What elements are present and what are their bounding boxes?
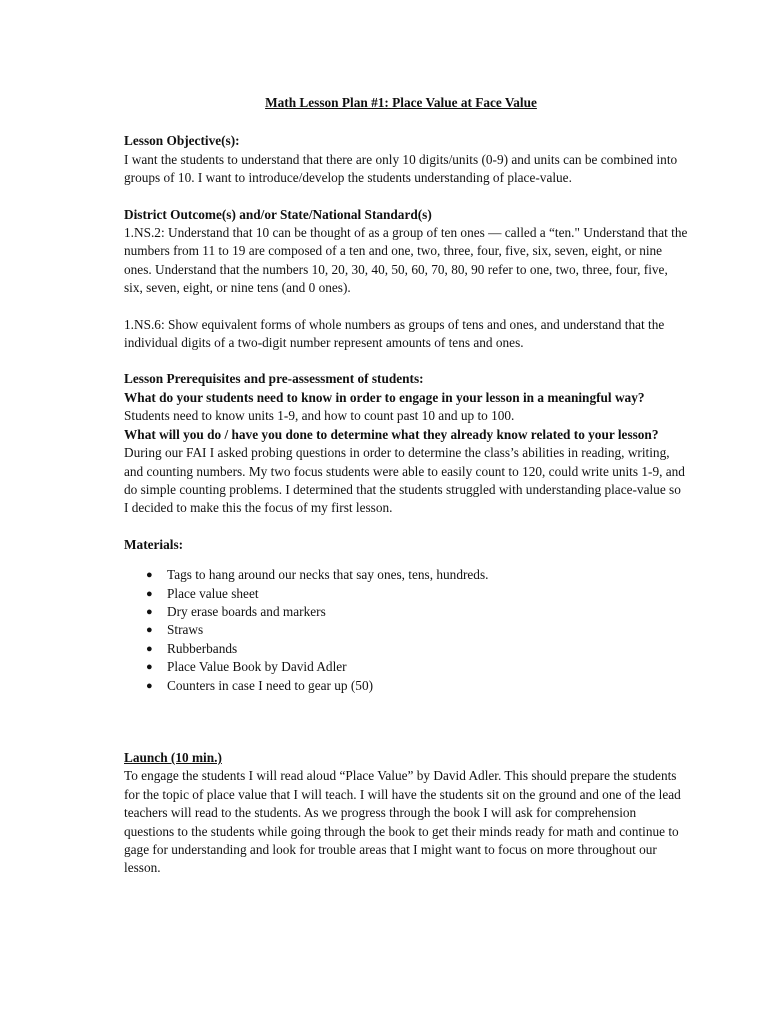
prerequisite-question-1-paragraph: [124, 389, 688, 426]
material-item: Place value sheet: [167, 585, 259, 601]
material-item: Straws: [167, 622, 204, 638]
objective-heading: Lesson Objective(s):: [124, 133, 240, 149]
list-item: [146, 621, 688, 639]
prerequisite-question-2-paragraph: [124, 426, 688, 518]
standards-section: [124, 206, 688, 298]
bullet-icon: ●: [146, 569, 153, 582]
materials-list: [124, 566, 688, 695]
list-item: [146, 603, 688, 621]
prerequisites-section: [124, 370, 688, 517]
launch-heading: Launch (10 min.): [124, 749, 222, 765]
bullet-icon: ●: [146, 605, 153, 618]
objective-section: [124, 132, 688, 187]
bullet-icon: ●: [146, 679, 153, 692]
material-item: Place Value Book by David Adler: [167, 659, 347, 675]
list-item: [146, 566, 688, 584]
bullet-icon: ●: [146, 642, 153, 655]
standard-1ns6: 1.NS.6: Show equivalent forms of whole numbers as groups of tens and ones, and understand that the individual digits of a two-digit number represent amounts of tens and ones.: [124, 316, 665, 351]
standard-1ns2: 1.NS.2: Understand that 10 can be thought of as a group of ten ones — called a “ten." Understand that the numbers from 11 to 19 are composed of a ten and one, two, three, four, five, six, seven, eight, or nine ones. Understand that the numbers 10, 20, 30, 40, 50, 60, 70, 80, 90 refer to one, two, three, four, five, six, seven, eight, or nine tens (and 0 ones).: [124, 225, 688, 296]
prerequisite-question-1: What do your students need to know in order to engage in your lesson in a meaningful way?: [124, 389, 645, 405]
list-item: [146, 677, 688, 695]
material-item: Rubberbands: [167, 640, 238, 656]
prerequisite-question-2: What will you do / have you done to determine what they already know related to your lesson?: [124, 426, 659, 442]
material-item: Dry erase boards and markers: [167, 603, 326, 619]
materials-section: [124, 536, 688, 695]
launch-section: [124, 749, 688, 878]
bullet-icon: ●: [146, 624, 153, 637]
objective-text: I want the students to understand that there are only 10 digits/units (0-9) and units can be combined into groups of 10. I want to introduce/develop the students understanding of place-value.: [124, 151, 678, 186]
standards-heading: District Outcome(s) and/or State/National Standard(s): [124, 206, 432, 222]
list-item: [146, 640, 688, 658]
launch-text: To engage the students I will read aloud “Place Value” by David Adler. This should prepare the students for the topic of place value that I will teach. I will have the students sit on the ground and one of the lead teachers will read to the students. As we progress through the book I will ask for comprehension questions to the students while going through the book to get their minds ready for math and continue to gage for understanding and look for trouble areas that I might want to focus on more throughout our lesson.: [124, 768, 681, 876]
list-item: [146, 658, 688, 676]
prerequisites-heading: Lesson Prerequisites and pre-assessment of students:: [124, 371, 424, 387]
material-item: Counters in case I need to gear up (50): [167, 677, 374, 693]
prerequisite-answer-1: Students need to know units 1-9, and how to count past 10 and up to 100.: [124, 408, 515, 424]
bullet-icon: ●: [146, 587, 153, 600]
prerequisite-answer-2: During our FAI I asked probing questions in order to determine the class’s abilities in reading, writing, and counting numbers. My two focus students were able to easily count to 120, could write units 1-9, and do simple counting problems. I determined that the students struggled with understanding place-value so I decided to make this the focus of my first lesson.: [124, 445, 685, 516]
list-item: [146, 585, 688, 603]
standard-1ns6-section: [124, 316, 688, 353]
materials-heading: Materials:: [124, 536, 184, 552]
document-title: Math Lesson Plan #1: Place Value at Face Value: [265, 95, 537, 110]
spacer: [124, 713, 688, 749]
material-item: Tags to hang around our necks that say ones, tens, hundreds.: [167, 567, 489, 583]
bullet-icon: ●: [146, 661, 153, 674]
